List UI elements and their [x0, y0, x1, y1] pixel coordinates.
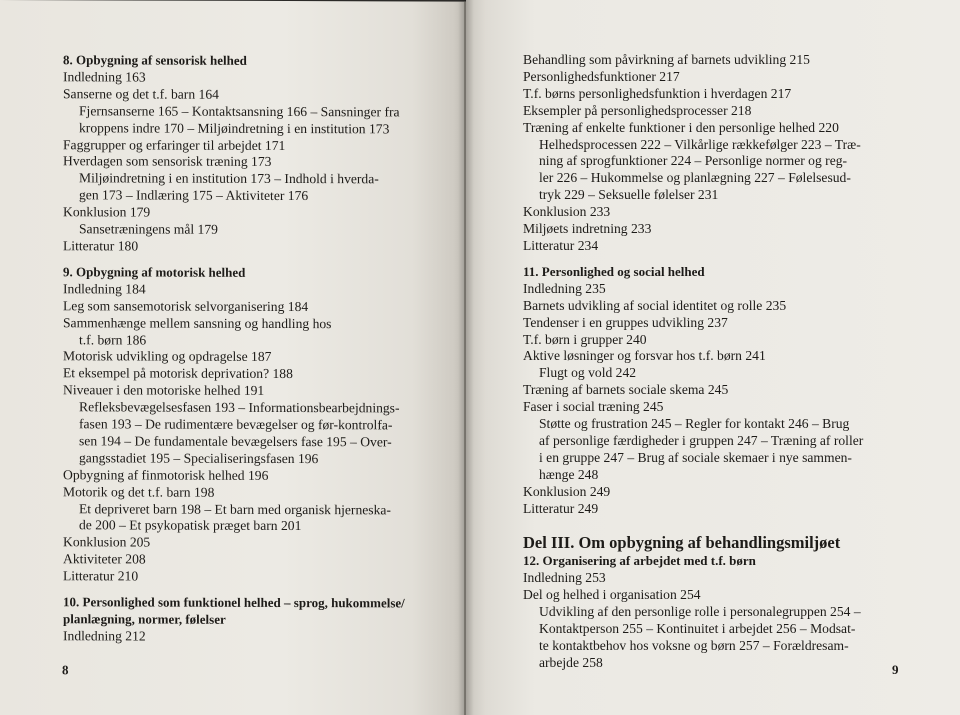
toc-entry: Helhedsprocessen 222 – Vilkårlige rækkefølger 223 – Træ-	[539, 136, 861, 152]
chapter-heading: 9. Opbygning af motorisk helhed	[63, 264, 246, 280]
chapter-heading: 8. Opbygning af sensorisk helhed	[63, 52, 247, 68]
toc-entry: af personlige færdigheder i gruppen 247 – Træning af roller	[539, 432, 864, 448]
toc-entry: Sammenhænge mellem sansning og handling hos	[63, 314, 332, 331]
toc-entry: Sansetræningens mål 179	[79, 221, 218, 237]
chapter-heading: 11. Personlighed og social helhed	[523, 263, 705, 279]
toc-entry: Konklusion 249	[523, 483, 611, 499]
toc-entry: Indledning 184	[63, 281, 146, 297]
toc-entry: Træning af enkelte funktioner i den personlige helhed 220	[523, 119, 839, 135]
left-toc-column	[63, 52, 435, 646]
toc-entry: Faggrupper og erfaringer til arbejdet 171	[63, 136, 286, 153]
toc-entry: hænge 248	[539, 466, 599, 482]
toc-entry: Del og helhed i organisation 254	[523, 587, 701, 603]
toc-entry: ning af sprogfunktioner 224 – Personlige normer og reg-	[539, 153, 848, 169]
right-page-number: 9	[892, 662, 899, 677]
toc-entry: kroppens indre 170 – Miljøindretning i en institution 173	[79, 119, 390, 136]
toc-entry: fasen 193 – De rudimentære bevægelser og før-kontrolfa-	[79, 416, 393, 433]
toc-entry: Fjernsanserne 165 – Kontaktsansning 166 – Sansninger fra	[79, 102, 400, 120]
toc-entry: Et eksempel på motorisk deprivation? 188	[63, 365, 293, 382]
toc-entry: tryk 229 – Seksuelle følelser 231	[539, 187, 719, 203]
toc-entry: Indledning 163	[63, 69, 146, 85]
toc-entry: ler 226 – Hukommelse og planlægning 227 – Følelsesud-	[539, 170, 851, 186]
right-page	[466, 0, 960, 715]
toc-entry: Konklusion 205	[63, 534, 151, 550]
toc-entry: Litteratur 234	[523, 237, 599, 253]
toc-entry: Niveauer i den motoriske helhed 191	[63, 382, 265, 399]
toc-entry: Indledning 212	[63, 628, 146, 644]
toc-entry: Personlighedsfunktioner 217	[523, 68, 680, 84]
chapter-heading: planlægning, normer, følelser	[63, 611, 226, 627]
chapter-heading: 12. Organisering af arbejdet med t.f. børn	[523, 553, 756, 569]
toc-entry: Leg som sansemotorisk selvorganisering 184	[63, 297, 309, 314]
toc-entry: Et depriveret barn 198 – Et barn med organisk hjerneska-	[79, 500, 391, 517]
left-page	[0, 0, 468, 715]
toc-entry: T.f. børn i grupper 240	[523, 331, 647, 347]
toc-entry: Udvikling af den personlige rolle i personalegruppen 254 –	[539, 604, 861, 620]
spacer	[523, 517, 915, 531]
left-page-number: 8	[62, 662, 69, 678]
toc-entry: Barnets udvikling af social identitet og rolle 235	[523, 297, 787, 313]
toc-entry: Opbygning af finmotorisk helhed 196	[63, 466, 269, 483]
toc-entry: Kontaktperson 255 – Kontinuitet i arbejdet 256 – Modsat-	[539, 621, 856, 637]
toc-entry: de 200 – Et psykopatisk præget barn 201	[79, 517, 302, 534]
toc-entry: Indledning 253	[523, 570, 606, 586]
part-heading: Del III. Om opbygning af behandlingsmiljøet	[523, 533, 841, 553]
toc-entry: Refleksbevægelsesfasen 193 – Informationsbearbejdnings-	[79, 399, 400, 416]
toc-entry: Litteratur 249	[523, 500, 599, 516]
toc-entry: Aktiviteter 208	[63, 551, 146, 567]
toc-entry: arbejde 258	[539, 654, 603, 670]
toc-entry: Litteratur 210	[63, 568, 139, 584]
chapter-heading: 10. Personlighed som funktionel helhed – sprog, hukommelse/	[63, 594, 405, 611]
toc-entry: Støtte og frustration 245 – Regler for kontakt 246 – Brug	[539, 416, 850, 432]
toc-entry: t.f. børn 186	[79, 331, 147, 348]
toc-entry: te kontaktbehov hos voksne og børn 257 – Forældresam-	[539, 638, 849, 653]
toc-entry: Tendenser i en gruppes udvikling 237	[523, 314, 728, 330]
toc-entry: gen 173 – Indlæring 175 – Aktiviteter 176	[79, 187, 309, 204]
toc-entry: sen 194 – De fundamentale bevægelsers fase 195 – Over-	[79, 433, 392, 450]
toc-entry: Konklusion 233	[523, 204, 611, 220]
toc-entry: Træning af barnets sociale skema 245	[523, 382, 729, 398]
toc-entry: Miljøindretning i en institution 173 – Indhold i hverda-	[79, 170, 379, 187]
toc-entry: Miljøets indretning 233	[523, 221, 652, 237]
toc-entry: Faser i social træning 245	[523, 399, 664, 415]
toc-entry: Motorisk udvikling og opdragelse 187	[63, 348, 272, 365]
spacer	[523, 255, 915, 264]
right-toc-column	[523, 52, 915, 672]
toc-entry: Eksempler på personlighedsprocesser 218	[523, 102, 752, 118]
toc-entry: Behandling som påvirkning af barnets udvikling 215	[523, 52, 810, 67]
toc-entry: Indledning 235	[523, 280, 606, 296]
toc-entry: Motorik og det t.f. barn 198	[63, 483, 215, 500]
toc-entry: gangsstadiet 195 – Specialiseringsfasen 196	[79, 450, 319, 466]
toc-entry: i en gruppe 247 – Brug af sociale skemaer i nye sammen-	[539, 449, 852, 465]
toc-entry: Flugt og vold 242	[539, 365, 637, 381]
book-gutter	[458, 0, 474, 715]
toc-entry: Sanserne og det t.f. barn 164	[63, 86, 219, 102]
toc-entry: T.f. børns personlighedsfunktion i hverdagen 217	[523, 85, 792, 101]
toc-entry: Konklusion 179	[63, 204, 151, 220]
toc-entry: Aktive løsninger og forsvar hos t.f. børn 241	[523, 348, 766, 364]
toc-entry: Litteratur 180	[63, 238, 139, 254]
toc-entry: Hverdagen som sensorisk træning 173	[63, 153, 272, 170]
